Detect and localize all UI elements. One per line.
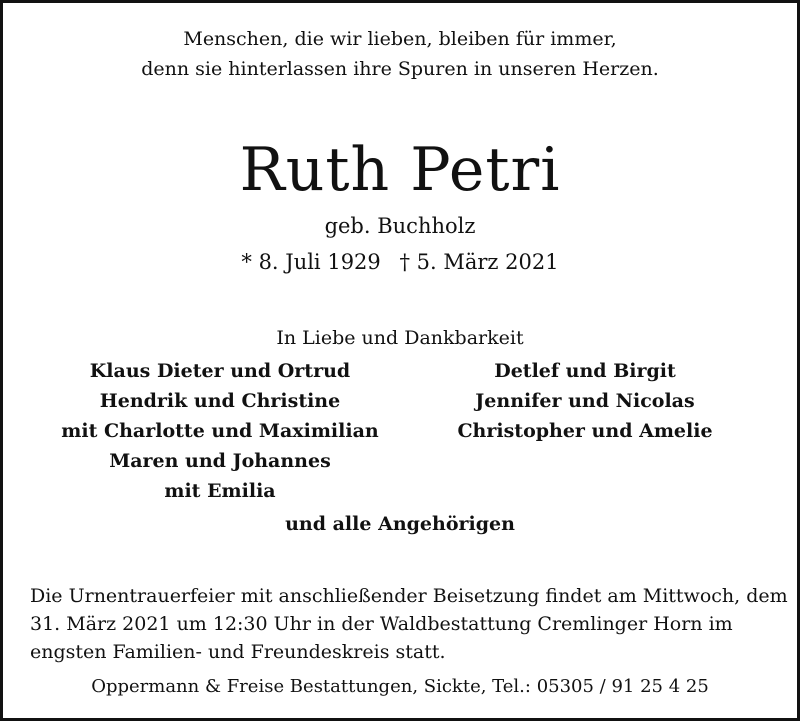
mourner-line: mit Charlotte und Maximilian	[61, 420, 379, 442]
mourner-line: mit Emilia	[164, 480, 276, 502]
deceased-name: Ruth Petri	[239, 135, 561, 205]
mourner-line: Klaus Dieter und Ortrud	[89, 360, 351, 382]
ceremony-line-2: 31. März 2021 um 12:30 Uhr in der Waldbestattung Cremlinger Horn im	[30, 613, 733, 635]
death-date: † 5. März 2021	[399, 250, 559, 274]
ceremony-line-3: engsten Familien- und Freundeskreis statt.	[30, 641, 446, 663]
birth-date: * 8. Juli 1929	[241, 250, 381, 274]
motto-line-1: Menschen, die wir lieben, bleiben für immer,	[183, 28, 617, 50]
undertaker-contact: Oppermann & Freise Bestattungen, Sickte, Tel.: 05305 / 91 25 4 25	[91, 676, 709, 697]
mourner-line: Christopher und Amelie	[457, 420, 713, 442]
motto	[0, 24, 800, 84]
ceremony-notice	[30, 582, 788, 666]
mourner-line: Maren und Johannes	[109, 450, 331, 472]
birth-name: geb. Buchholz	[324, 214, 476, 238]
dedication: In Liebe und Dankbarkeit	[276, 327, 524, 349]
life-dates	[0, 247, 800, 277]
mourners-left-column	[30, 356, 410, 506]
mourner-line: Hendrik und Christine	[99, 390, 341, 412]
mourner-line: Detlef und Birgit	[494, 360, 676, 382]
ceremony-line-1: Die Urnentrauerfeier mit anschließender Beisetzung findet am Mittwoch, dem	[30, 585, 788, 607]
motto-line-2: denn sie hinterlassen ihre Spuren in unseren Herzen.	[141, 58, 659, 80]
mourners-right-column	[395, 356, 775, 446]
mourner-line: Jennifer und Nicolas	[475, 390, 695, 412]
relatives: und alle Angehörigen	[285, 513, 515, 535]
